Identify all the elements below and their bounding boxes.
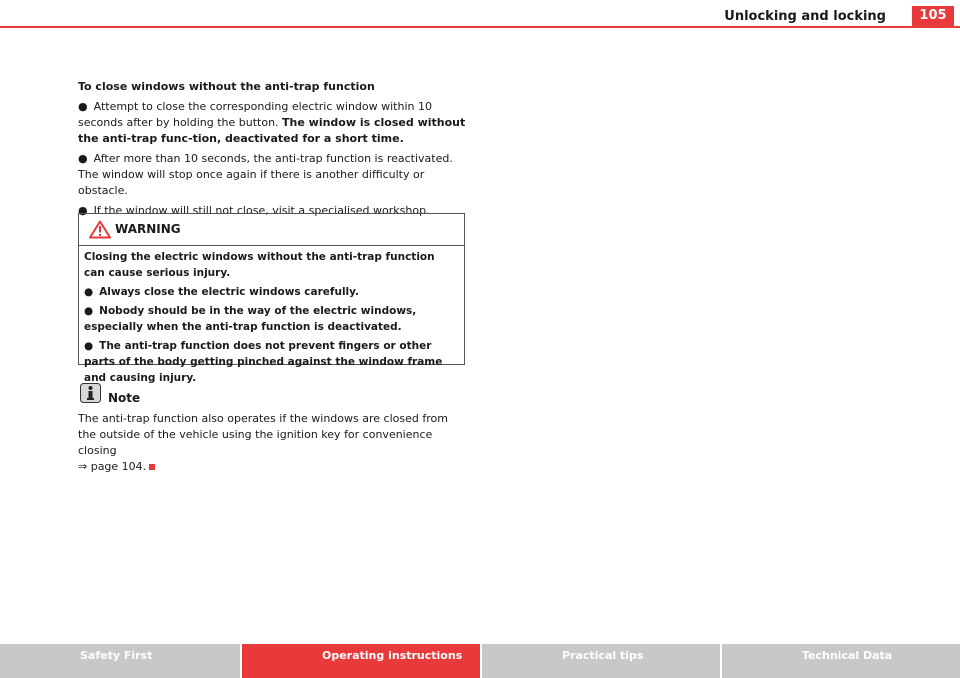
list-item [84, 284, 459, 300]
list-item [84, 303, 459, 335]
list-item [84, 338, 459, 386]
warning-bullet-text: Always close the electric windows carefully. [99, 286, 360, 298]
bullet-icon: ● [84, 340, 94, 352]
page-number: 105 [912, 6, 954, 26]
bullet-icon: ● [84, 305, 94, 317]
bullet-bold-text: The window is closed without the anti-trap func-tion, deactivated for a short time. [78, 116, 466, 145]
page-link[interactable]: ⇒ page 104. [78, 460, 147, 473]
tab-operating-instructions[interactable]: Operating instructions [242, 644, 482, 678]
footer-nav [0, 644, 960, 678]
warning-title: WARNING [115, 222, 181, 236]
warning-bullet-text: The anti-trap function does not prevent fingers or other parts of the body getting pinched against the window frame and causing injury. [84, 340, 443, 384]
header-title: Unlocking and locking [724, 9, 886, 24]
bullet-text: After more than 10 seconds, the anti-trap function is reactivated. The window will stop once again if there is another difficulty or obstacle. [78, 152, 453, 197]
warning-header [79, 214, 464, 246]
warning-triangle-icon [89, 220, 111, 243]
warning-bullet-text: Nobody should be in the way of the electric windows, especially when the anti-trap function is deactivated. [84, 305, 417, 333]
tab-practical-tips[interactable]: Practical tips [482, 644, 722, 678]
bullet-icon: ● [78, 100, 88, 113]
bullet-text: If the window will still not close, visit a specialised workshop. [93, 204, 430, 217]
note-title: Note [108, 391, 141, 405]
list-item [78, 151, 466, 199]
note-text: The anti-trap function also operates if the windows are closed from the outside of the vehicle using the ignition key for convenience closing [78, 412, 448, 457]
bullet-icon: ● [78, 204, 88, 217]
section-heading: To close windows without the anti-trap function [78, 80, 375, 93]
tab-safety-first[interactable]: Safety First [0, 644, 242, 678]
tab-technical-data[interactable]: Technical Data [722, 644, 960, 678]
bullet-icon: ● [84, 286, 94, 298]
end-marker-icon [149, 464, 155, 470]
main-content [78, 79, 466, 223]
warning-box [78, 213, 465, 384]
note-info-icon [80, 383, 101, 403]
warning-body [79, 246, 464, 386]
note-body [78, 411, 466, 475]
bullet-text: Attempt to close the corresponding electric window within 10 seconds after by holding the button. [78, 100, 432, 129]
header-rule [0, 26, 960, 28]
warning-intro: Closing the electric windows without the anti-trap function can cause serious injury. [84, 251, 435, 279]
list-item [78, 99, 466, 147]
bullet-icon: ● [78, 152, 88, 165]
